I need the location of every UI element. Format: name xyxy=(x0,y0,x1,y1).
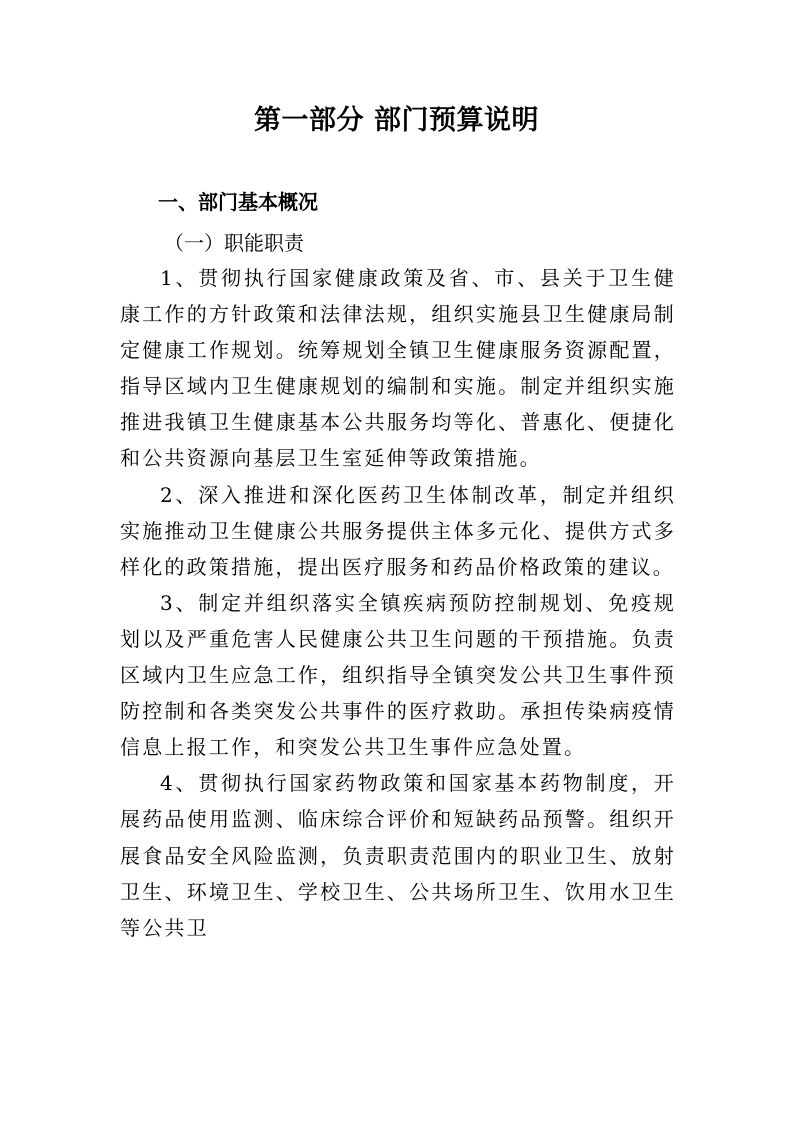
paragraph-3: 3、制定并组织落实全镇疾病预防控制规划、免疫规划以及严重危害人民健康公共卫生问题的干预措施。负责区域内卫生应急工作，组织指导全镇突发公共卫生事件预防控制和各类突发公共事件的医疗救助。承担传染病疫情信息上报工作，和突发公共卫生事件应急处置。 xyxy=(120,590,676,760)
page-title: 第一部分 部门预算说明 xyxy=(254,105,539,136)
paragraph-2: 2、深入推进和深化医药卫生体制改革，制定并组织实施推动卫生健康公共服务提供主体多元化、提供方式多样化的政策措施，提出医疗服务和药品价格政策的建议。 xyxy=(120,482,676,579)
paragraph-4: 4、贯彻执行国家药物政策和国家基本药物制度，开展药品使用监测、临床综合评价和短缺药品预警。组织开展食品安全风险监测，负责职责范围内的职业卫生、放射卫生、环境卫生、学校卫生、公共场所卫生、饮用水卫生等公共卫 xyxy=(120,771,676,940)
section-heading: 一、部门基本概况 xyxy=(158,190,318,214)
subsection-heading: （一）职能职责 xyxy=(164,231,304,255)
body-text xyxy=(120,260,676,946)
paragraph-1: 1、贯彻执行国家健康政策及省、市、县关于卫生健康工作的方针政策和法律法规，组织实施县卫生健康局制定健康工作规划。统筹规划全镇卫生健康服务资源配置，指导区域内卫生健康规划的编制和实施。制定并组织实施推进我镇卫生健康基本公共服务均等化、普惠化、便捷化和公共资源向基层卫生室延伸等政策措施。 xyxy=(120,266,676,471)
